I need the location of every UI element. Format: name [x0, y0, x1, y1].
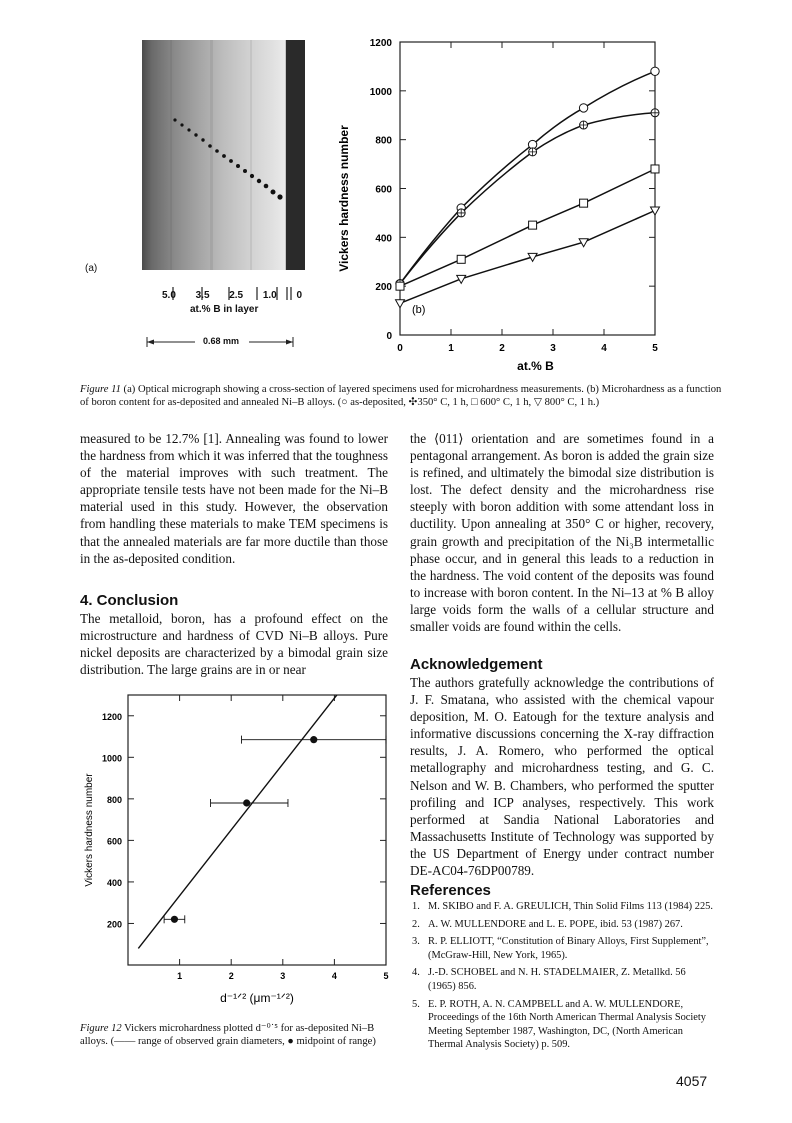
- series-line: [400, 71, 655, 283]
- y-tick-label: 1000: [369, 86, 392, 98]
- data-point-circle: [579, 104, 587, 112]
- reference-item: [412, 966, 714, 993]
- acknowledgement-heading: Acknowledgement: [410, 656, 543, 673]
- plot-frame: [128, 695, 386, 965]
- data-point-square: [580, 199, 588, 207]
- scale-value: 1.0: [262, 290, 277, 301]
- fit-line: [138, 685, 350, 948]
- x-tick-label: 2: [499, 343, 505, 354]
- left-column: [80, 430, 388, 567]
- conclusion-text: The metalloid, boron, has a profound effect on the microstructure and hardness of CVD Ni–B alloys. Pure nickel deposits are characterized by a bimodal grain size distribution. The large grains are in or near: [80, 611, 388, 678]
- panel-a-label: (a): [85, 263, 98, 274]
- right-para-1: the ⟨011⟩ orientation and are sometimes found in a pentagonal arrangement. As boron is added the grain size is refined, and ultimately the bimodal size distribution is lost. The defect density and the microhardness rise steeply with boron addition with some attendant loss in ductility. Upon annealing at 350° C or higher, recovery, grain growth and precipitation of the Ni₃B intermetallic phase occur, and in general this leads to a reduction in the hardness. The void content of the deposits was found to increase with boron content. In the Ni–13 at % B alloy large voids form the walls of a cellular structure and smaller voids are found within the cells.: [410, 431, 714, 635]
- page-number: 4057: [676, 1073, 708, 1089]
- figure11-caption: [80, 383, 725, 409]
- figure11-chart-b: [330, 30, 670, 375]
- data-point-square: [396, 282, 404, 290]
- data-point: [171, 916, 178, 923]
- y-tick-label: 200: [106, 919, 122, 930]
- acknowledgement-text: The authors gratefully acknowledge the contributions of J. F. Smatana, who assisted with the chemical vapour deposition, M. O. Eatough for the texture analysis and informative discussions concerning the X-ray diffraction results, J. A. Romero, who performed the optical metallography and microhardness testing, and G. C. Nelson and W. B. Chambers, who performed the sputter profiling and ICP analyses, respectively. This work performed at Sandia National Laboratories and Massachusetts Institute of Technology was supported by the US Department of Energy under contract number DE-AC04-76DP00789.: [410, 675, 714, 879]
- x-tick-label: 3: [550, 343, 556, 354]
- x-tick-label: 4: [331, 971, 337, 981]
- series-line: [400, 211, 655, 304]
- references-heading: References: [410, 882, 491, 899]
- y-tick-label: 1200: [101, 711, 122, 722]
- y-tick-label: 800: [375, 135, 392, 147]
- y-tick-label: 200: [375, 282, 392, 294]
- scale-bar-label: 0.68 mm: [203, 336, 240, 346]
- data-point-square: [651, 165, 659, 173]
- figure12-caption-label: Figure 12: [80, 1023, 122, 1034]
- data-point-square: [457, 255, 465, 263]
- y-axis-label: Vickers hardness number: [337, 125, 351, 272]
- left-para-1: measured to be 12.7% [1]. Annealing was found to lower the hardness from which it was inferred that the toughness of the material improves with such treatment. The appropriate tensile tests have not been made for the Ni–B material used in this study. However, the observation from handling these materials to make TEM specimens is that the annealed materials are far more ductile than those in the as-deposited condition.: [80, 431, 388, 566]
- figure11-caption-text: (a) Optical micrograph showing a cross-section of layered specimens used for microhardness measurements. (b) Microhardness as a function of boron content for as-deposited and annealed Ni–B alloys. (○ as-deposited, ✣350° C, 1 h, □ 600° C, 1 h, ▽ 800° C, 1 h.): [80, 384, 722, 408]
- reference-number: 1.: [412, 901, 420, 912]
- x-tick-label: 1: [177, 971, 183, 981]
- y-tick-label: 600: [375, 184, 392, 196]
- x-tick-label: 2: [228, 971, 234, 981]
- reference-item: [412, 935, 714, 962]
- reference-text: R. P. ELLIOTT, “Constitution of Binary Alloys, First Supplement”, (McGraw-Hill, New York, 1965).: [428, 936, 709, 961]
- x-tick-label: 4: [601, 343, 607, 354]
- reference-item: [412, 900, 714, 914]
- y-tick-label: 600: [106, 836, 122, 847]
- data-point-triangle: [396, 300, 405, 308]
- y-tick-label: 400: [375, 233, 392, 245]
- scale-value: 0: [296, 290, 302, 301]
- reference-item: [412, 998, 714, 1052]
- data-point-circle: [651, 67, 659, 75]
- figure11-caption-label: Figure 11: [80, 384, 121, 395]
- panel-b-label: (b): [412, 304, 426, 316]
- scale-label: at.% B in layer: [190, 304, 259, 315]
- data-point: [310, 736, 317, 743]
- figure12-caption: [80, 1022, 390, 1048]
- reference-number: 3.: [412, 936, 420, 948]
- x-axis-label: at.% B: [517, 359, 554, 373]
- reference-item: [412, 918, 714, 932]
- data-point: [243, 799, 250, 806]
- reference-text: E. P. ROTH, A. N. CAMPBELL and A. W. MULLENDORE, Proceedings of the 16th North American Thermal Analysis Society Meeting September 1987, Washington, DC, (North American Thermal Analysis Society) p. 509.: [428, 998, 706, 1051]
- reference-number: 5.: [412, 998, 420, 1010]
- references-list: [412, 900, 714, 1056]
- reference-text: A. W. MULLENDORE and L. E. POPE, ibid. 53 (1987) 267.: [428, 918, 683, 930]
- x-tick-label: 3: [280, 971, 286, 981]
- y-tick-label: 1000: [101, 753, 122, 764]
- reference-text: M. SKIBO and F. A. GREULICH, Thin Solid Films 113 (1984) 225.: [428, 901, 713, 912]
- figure12-caption-text: Vickers microhardness plotted d⁻⁰˙⁵ for as-deposited Ni–B alloys. (—— range of observed grain diameters, ● midpoint of range): [80, 1023, 376, 1047]
- figure11-panel-a: [85, 30, 315, 360]
- x-tick-label: 0: [397, 343, 403, 354]
- scale-value: 2.5: [229, 290, 244, 301]
- plot-frame: [400, 42, 655, 335]
- data-point-triangle: [651, 207, 660, 215]
- scale-value: 5.0: [162, 290, 176, 301]
- y-tick-label: 1200: [369, 38, 392, 49]
- scale-value: 3.5: [195, 290, 210, 301]
- y-tick-label: 0: [386, 331, 392, 342]
- x-tick-label: 1: [448, 343, 454, 354]
- conclusion-heading: 4. Conclusion: [80, 592, 179, 609]
- data-point-square: [529, 221, 537, 229]
- figure12-chart: [80, 685, 400, 1020]
- x-tick-label: 5: [383, 971, 389, 981]
- x-tick-label: 5: [652, 343, 658, 354]
- y-tick-label: 400: [106, 877, 122, 888]
- y-axis-label: Vickers hardness number: [84, 773, 95, 887]
- y-tick-label: 800: [106, 794, 122, 805]
- reference-number: 4.: [412, 967, 420, 979]
- x-axis-label: d⁻¹ᐟ² (μm⁻¹ᐟ²): [220, 991, 294, 1005]
- right-column: [410, 430, 714, 635]
- reference-text: J.-D. SCHOBEL and N. H. STADELMAIER, Z. Metallkd. 56 (1965) 856.: [428, 967, 686, 992]
- scale-values: [162, 290, 302, 301]
- reference-number: 2.: [412, 918, 420, 930]
